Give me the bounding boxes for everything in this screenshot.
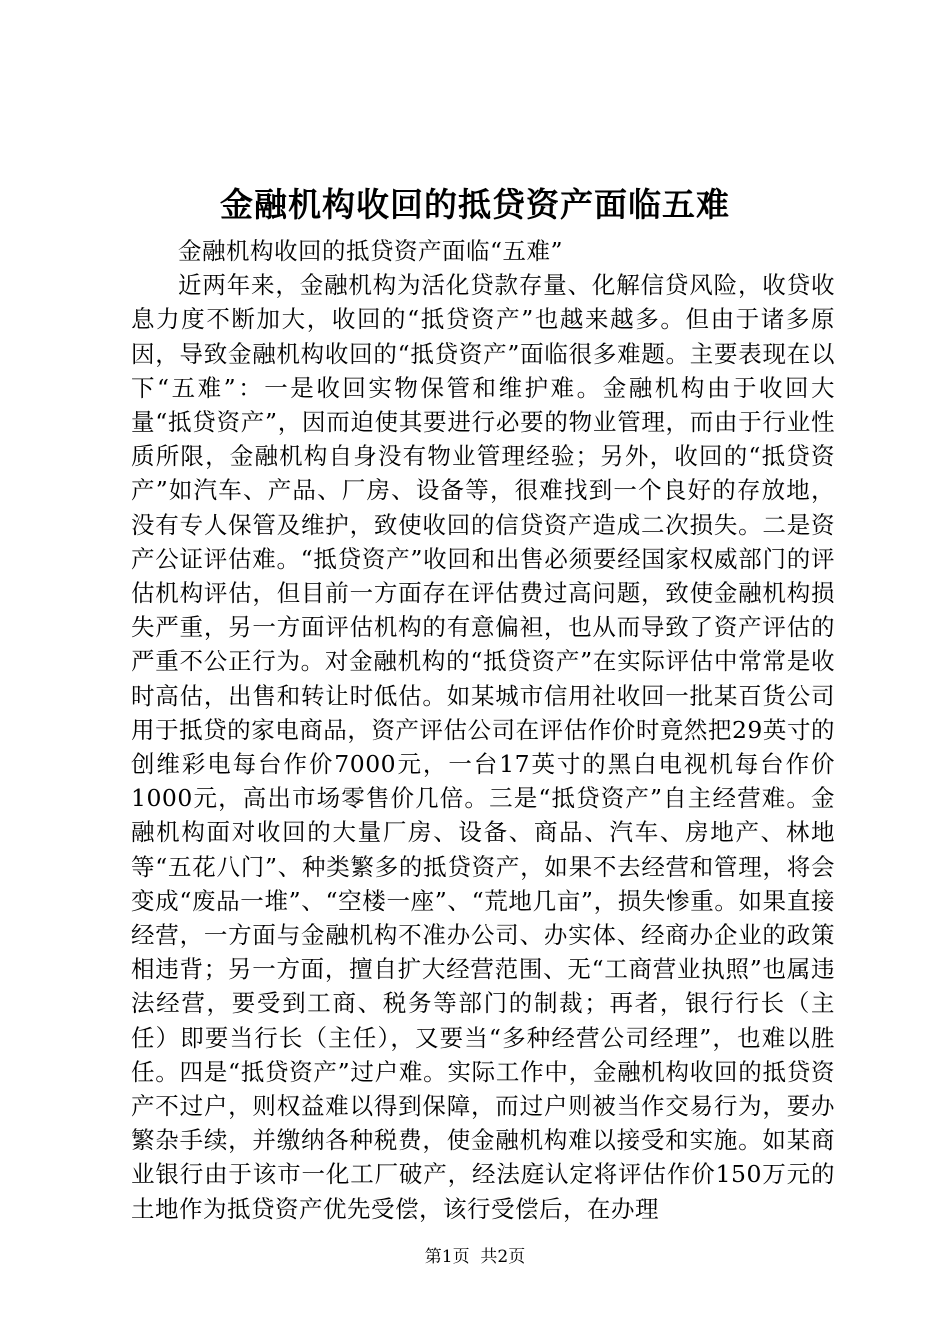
body-paragraph: 近两年来，金融机构为活化贷款存量、化解信贷风险，收贷收息力度不断加大，收回的“抵贷资产”也越来越多。但由于诸多原因，导致金融机构收回的“抵贷资产”面临很多难题。主要表现在以下“五难”：一是收回实物保管和维护难。金融机构由于收回大量“抵贷资产”，因而迫使其要进行必要的物业管理，而由于行业性质所限，金融机构自身没有物业管理经验；另外，收回的“抵贷资产”如汽车、产品、厂房、设备等，很难找到一个良好的存放地，没有专人保管及维护，致使收回的信贷资产造成二次损失。二是资产公证评估难。“抵贷资产”收回和出售必须要经国家权威部门的评估机构评估，但目前一方面存在评估费过高问题，致使金融机构损失严重，另一方面评估机构的有意偏袒，也从而导致了资产评估的严重不公正行为。对金融机构的“抵贷资产”在实际评估中常常是收时高估，出售和转让时低估。如某城市信用社收回一批某百货公司用于抵贷的家电商品，资产评估公司在评估作价时竟然把29英寸的创维彩电每台作价7000元，一台17英寸的黑白电视机每台作价1000元，高出市场零售价几倍。三是“抵贷资产”自主经营难。金融机构面对收回的大量厂房、设备、商品、汽车、房地产、林地等“五花八门”、种类繁多的抵贷资产，如果不去经营和管理，将会变成“废品一堆”、“空楼一座”、“荒地几亩”，损失惨重。如果直接经营，一方面与金融机构不准办公司、办实体、经商办企业的政策相违背；另一方面，擅自扩大经营范围、无“工商营业执照”也属违法经营，要受到工商、税务等部门的制裁；再者，银行行长（主任）即要当行长（主任），又要当“多种经营公司经理”，也难以胜任。四是“抵贷资产”过户难。实际工作中，金融机构收回的抵贷资产不过户，则权益难以得到保障，而过户则被当作交易行为，要办繁杂手续，并缴纳各种税费，使金融机构难以接受和实施。如某商业银行由于该市一化工厂破产，经法庭认定将评估作价150万元的土地作为抵贷资产优先受偿，该行受偿后，在办理 — [131, 271, 835, 1223]
document-title: 金融机构收回的抵贷资产面临五难 — [220, 185, 730, 224]
document-body — [131, 234, 835, 1226]
document-subtitle: 金融机构收回的抵贷资产面临“五难” — [178, 237, 564, 265]
page-footer: 第1页 共2页 — [424, 1247, 526, 1267]
